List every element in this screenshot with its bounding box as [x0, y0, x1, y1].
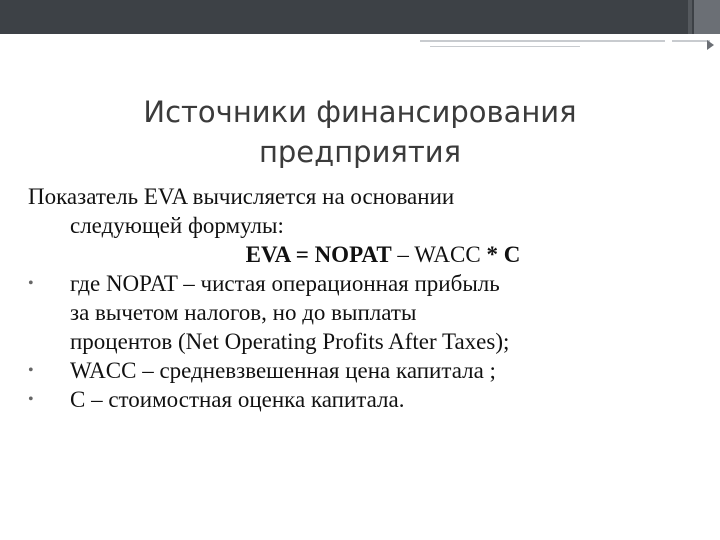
top-bar-corner [694, 0, 720, 34]
slide-body [28, 182, 698, 414]
decorative-line [672, 40, 710, 42]
list-item-line: за вычетом налогов, но до выплаты [70, 300, 417, 325]
list-item [28, 356, 698, 385]
bullet-icon: • [28, 362, 34, 379]
decorative-line [420, 40, 665, 42]
top-bar-stripe [688, 0, 692, 34]
definitions-list [28, 269, 698, 414]
intro-line: Показатель EVA вычисляется на основании [28, 184, 455, 209]
triangle-marker-icon [707, 40, 714, 50]
intro-paragraph [28, 182, 698, 269]
formula-c: * C [486, 242, 521, 267]
list-item-line: WACC – средневзвешенная цена капитала ; [70, 358, 496, 383]
slide-title-line: предприятия [258, 135, 462, 169]
slide-title-line: Источники финансирования [143, 95, 577, 129]
top-decoration-bar [0, 0, 720, 34]
eva-formula [68, 240, 698, 269]
formula-eva: EVA = NOPAT [245, 242, 392, 267]
list-item [28, 385, 698, 414]
list-item-line: процентов (Net Operating Profits After Taxes); [70, 329, 510, 354]
formula-wacc: – WACC [391, 242, 487, 267]
list-item-line: где NOPAT – чистая операционная прибыль [70, 271, 500, 296]
bullet-icon: • [28, 391, 34, 408]
list-item-line: C – стоимостная оценка капитала. [70, 387, 405, 412]
slide-title [0, 92, 720, 172]
decorative-line [430, 46, 580, 47]
intro-line: следующей формулы: [70, 213, 284, 238]
bullet-icon: • [28, 275, 34, 292]
list-item [28, 269, 698, 356]
